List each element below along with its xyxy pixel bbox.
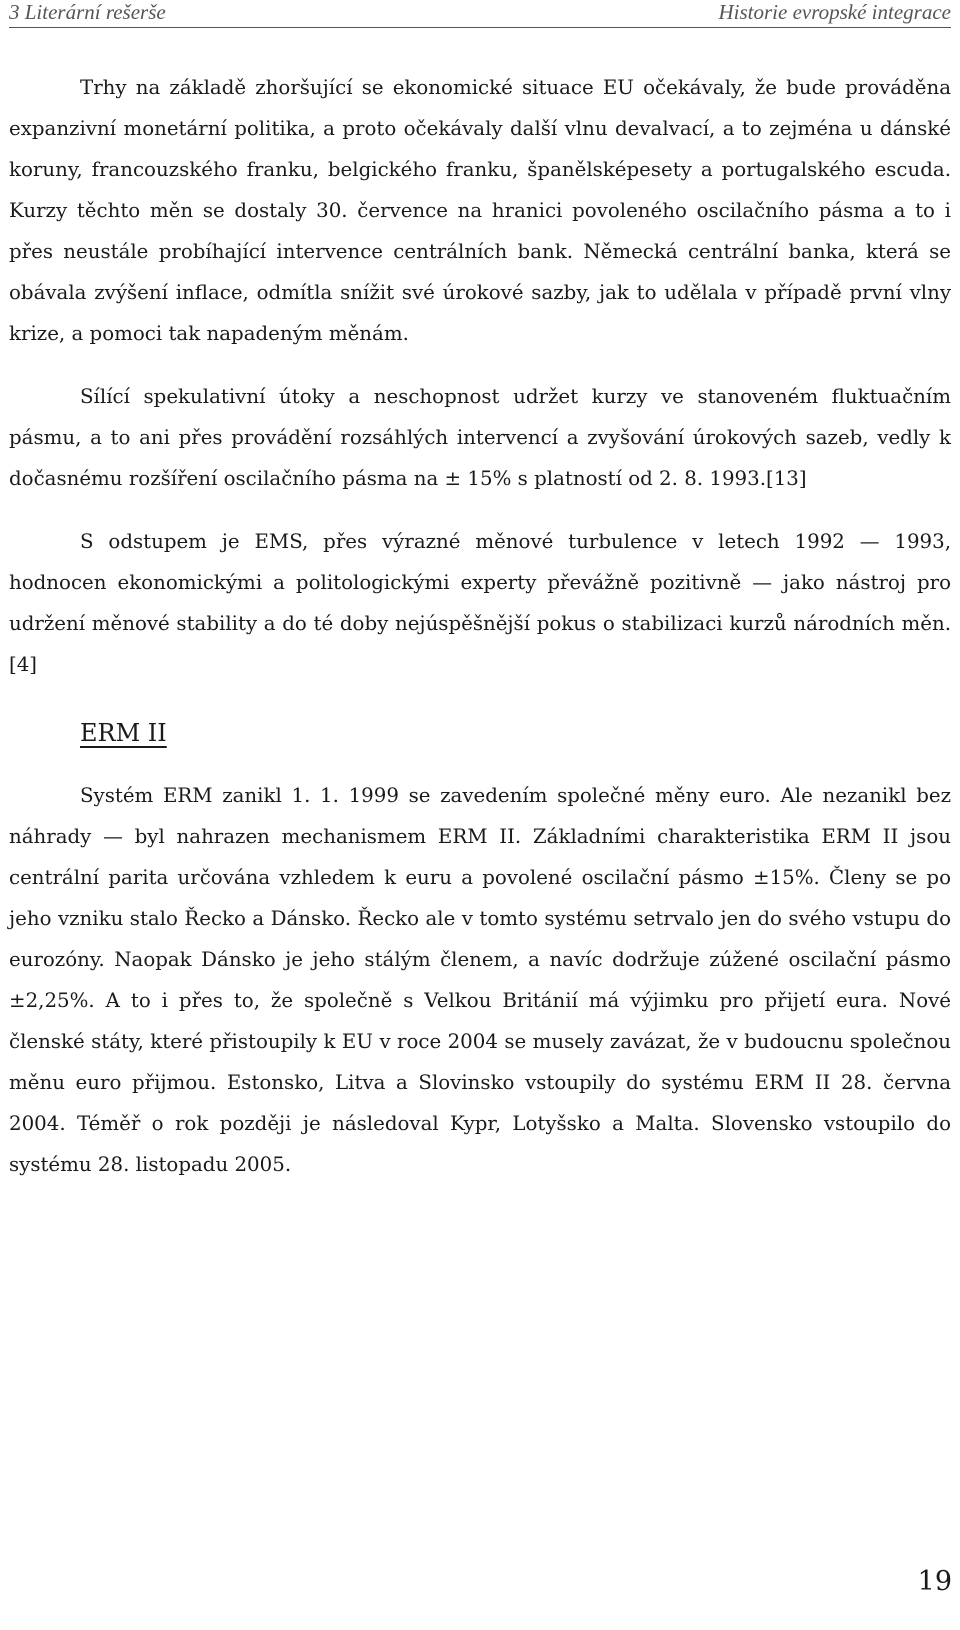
section-title: Historie evropské integrace (718, 0, 951, 24)
paragraph-4: Systém ERM zanikl 1. 1. 1999 se zavedením společné měny euro. Ale nezanikl bez náhrady — byl nahrazen mechanismem ERM II. Základními charakteristika ERM II jsou centrální parita určována vzhledem k euru a povolené oscilační pásmo ±15%. Členy se po jeho vzniku stalo Řecko a Dánsko. Řecko ale v tomto systému setrvalo jen do svého vstupu do eurozóny. Naopak Dánsko je jeho stálým členem, a navíc dodržuje zúžené oscilační pásmo ±2,25%. A to i přes to, že společně s Velkou Británií má výjimku pro přijetí eura. Nové členské státy, které přistoupily k EU v roce 2004 se musely zavázat, že v budoucnu společnou měnu euro přijmou. Estonsko, Litva a Slovinsko vstoupily do systému ERM II 28. června 2004. Téměř o rok později je následoval Kypr, Lotyšsko a Malta. Slovensko vstoupilo do systému 28. listopadu 2005. (9, 784, 951, 1176)
document-body (9, 67, 951, 1185)
page-header (9, 0, 951, 28)
paragraph-3: S odstupem je EMS, přes výrazné měnové turbulence v letech 1992 — 1993, hodnocen ekonomickými a politologickými experty převážně pozitivně — jako nástroj pro udržení měnové stability a do té doby nejúspěšnější pokus o stabilizaci kurzů národních měn.[4] (9, 530, 951, 676)
paragraph-1: Trhy na základě zhoršující se ekonomické situace EU očekávaly, že bude prováděna expanzivní monetární politika, a proto očekávaly další vlnu devalvací, a to zejména u dánské koruny, francouzského franku, belgického franku, španělsképesety a portugalského escuda. Kurzy těchto měn se dostaly 30. července na hranici povoleného oscilačního pásma a to i přes neustále probíhající intervence centrálních bank. Německá centrální banka, která se obávala zvýšení inflace, odmítla snížit své úrokové sazby, jak to udělala v případě první vlny krize, a pomoci tak napadeným měnám. (9, 76, 951, 345)
page-number: 19 (917, 1566, 952, 1597)
chapter-title: 3 Literární rešerše (9, 0, 166, 24)
paragraph-2: Sílící spekulativní útoky a neschopnost udržet kurzy ve stanoveném fluktuačním pásmu, a to ani přes provádění rozsáhlých intervencí a zvyšování úrokových sazeb, vedly k dočasnému rozšíření oscilačního pásma na ± 15% s platností od 2. 8. 1993.[13] (9, 385, 951, 490)
section-heading: ERM II (80, 719, 167, 747)
